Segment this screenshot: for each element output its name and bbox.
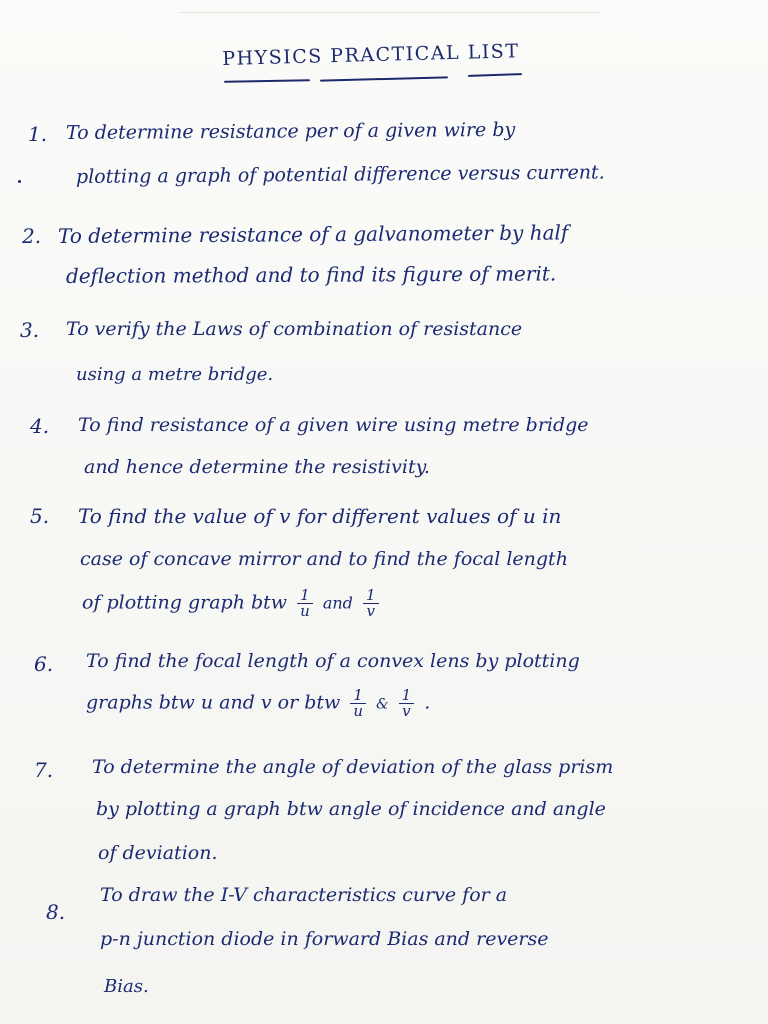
item-number: 1. — [28, 122, 48, 146]
item-line: To determine resistance per of a given wire by — [65, 118, 516, 144]
item-line-with-fractions — [82, 588, 383, 619]
item-number: 4. — [30, 414, 50, 438]
fraction-1-over-u: $\frac{1}{u}$ — [350, 688, 366, 719]
title-underline-3 — [468, 73, 522, 76]
item-line: To find the focal length of a convex lens by plotting — [86, 650, 580, 672]
title-underline-2 — [320, 76, 448, 81]
item-line: To find the value of v for different values of u in — [78, 504, 562, 528]
item-line: by plotting a graph btw angle of incidence and angle — [96, 798, 606, 820]
item-line: and hence determine the resistivity. — [84, 456, 430, 478]
stray-dot — [18, 180, 21, 183]
title-underline-1 — [224, 79, 310, 82]
item-number: 3. — [20, 318, 40, 342]
item-line-with-fractions — [86, 688, 430, 719]
fraction-joiner: and — [322, 593, 353, 613]
item-line: case of concave mirror and to find the focal length — [80, 548, 568, 570]
item-number: 5. — [30, 504, 50, 528]
fraction-joiner: & — [376, 696, 389, 713]
item-number: 2. — [22, 224, 42, 248]
item-line: p-n junction diode in forward Bias and reverse — [100, 928, 549, 950]
item-line: To verify the Laws of combination of resistance — [66, 318, 523, 340]
item-line: Bias. — [104, 976, 149, 997]
fraction-1-over-v: $\frac{1}{v}$ — [363, 588, 379, 619]
item-line: using a metre bridge. — [76, 364, 274, 385]
item-line: of deviation. — [98, 842, 218, 864]
item-line: To find resistance of a given wire using metre bridge — [78, 414, 589, 436]
paper-top-rule — [180, 12, 600, 13]
item-line: of plotting graph btw — [82, 591, 288, 614]
item-number: 6. — [34, 652, 54, 676]
fraction-1-over-u: $\frac{1}{u}$ — [297, 588, 313, 619]
item-number: 8. — [46, 900, 66, 924]
fraction-1-over-v: $\frac{1}{v}$ — [399, 688, 415, 719]
item-line: To draw the I-V characteristics curve for a — [100, 884, 508, 906]
item-line: To determine resistance of a galvanometer by half — [57, 220, 569, 248]
item-line: deflection method and to find its figure of merit. — [65, 261, 557, 288]
item-line: plotting a graph of potential difference versus current. — [75, 161, 605, 188]
item-line: To determine the angle of deviation of the glass prism — [92, 756, 614, 778]
item-line: graphs btw u and v or btw — [86, 691, 341, 714]
sentence-end: . — [424, 691, 431, 714]
page-title: PHYSICS PRACTICAL LIST — [222, 40, 520, 70]
item-number: 7. — [34, 758, 54, 782]
